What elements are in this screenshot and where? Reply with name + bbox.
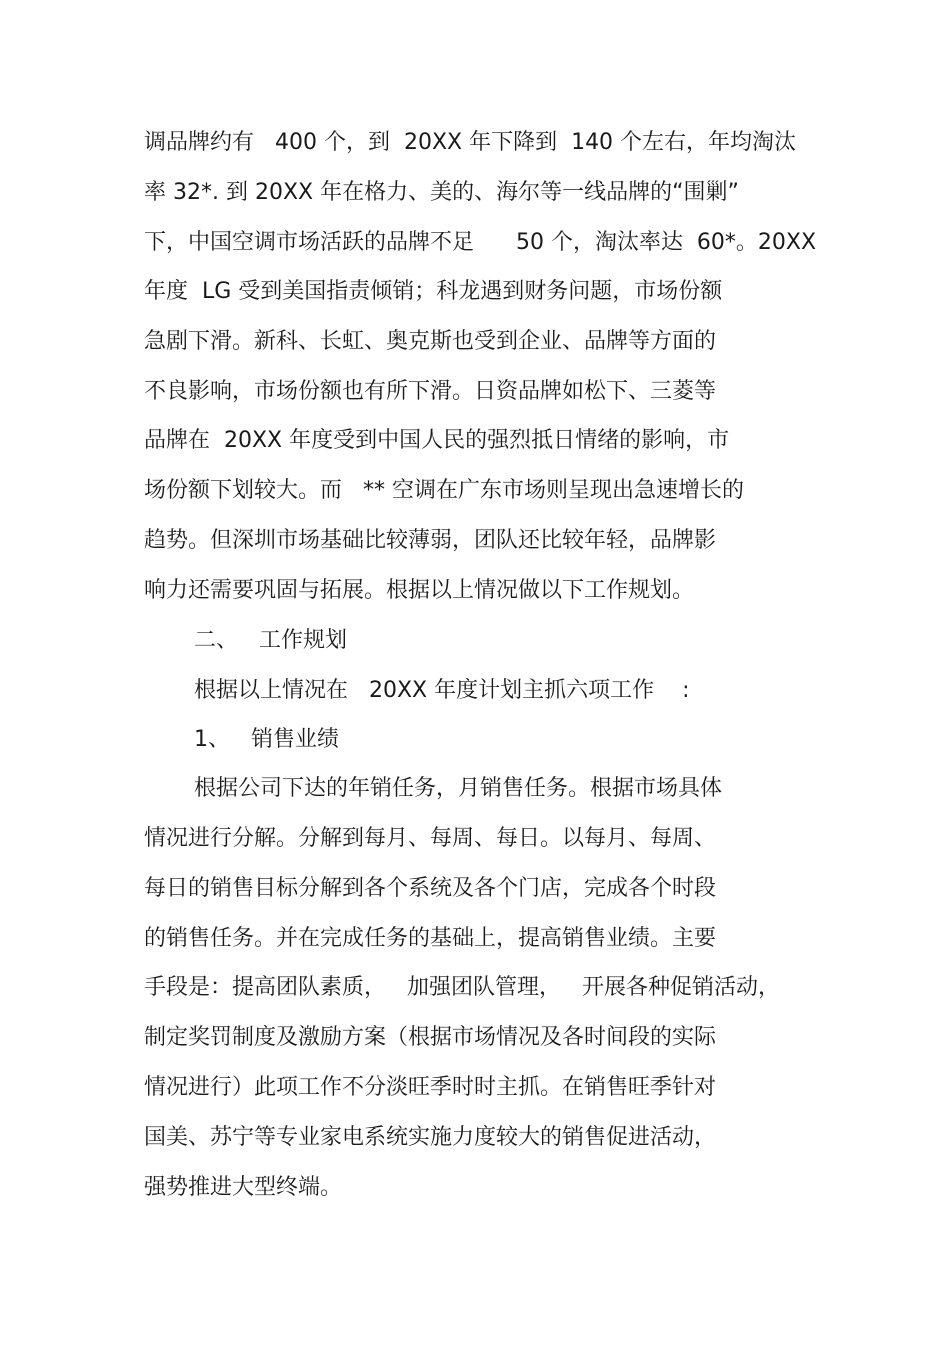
text-line: 不良影响，市场份额也有所下滑。日资品牌如松下、三菱等 (144, 379, 717, 404)
paragraph-start: 根据公司下达的年销任务，月销售任务。根据市场具体 (194, 776, 723, 801)
text-line: 制定奖罚制度及激励方案（根据市场情况及各时间段的实际 (144, 1025, 717, 1050)
text-line: 的销售任务。并在完成任务的基础上，提高销售业绩。主要 (144, 926, 717, 951)
text-line: 手段是：提高团队素质， 加强团队管理， 开展各种促销活动， (144, 975, 780, 1000)
text-line: 率 32*. 到 20XX 年在格力、美的、海尔等一线品牌的“围剿” (144, 180, 739, 205)
text-line: 强势推进大型终端。 (144, 1175, 343, 1200)
text-line: 情况进行）此项工作不分淡旺季时时主抓。在销售旺季针对 (144, 1075, 717, 1100)
text-line: 调品牌约有 400 个，到 20XX 年下降到 140 个左右，年均淘汰 (144, 130, 797, 155)
text-line: 年度 LG 受到美国指责倾销；科龙遇到财务问题，市场份额 (144, 279, 723, 304)
section-heading: 二、 工作规划 (194, 628, 347, 653)
text-line: 响力还需要巩固与拓展。根据以上情况做以下工作规划。 (144, 578, 695, 603)
paragraph-start: 根据以上情况在 20XX 年度计划主抓六项工作 : (194, 678, 690, 703)
subsection-heading: 1、 销售业绩 (194, 727, 339, 752)
text-line: 急剧下滑。新科、长虹、奥克斯也受到企业、品牌等方面的 (144, 329, 717, 354)
text-line: 国美、苏宁等专业家电系统实施力度较大的销售促进活动， (144, 1125, 717, 1150)
text-line: 场份额下划较大。而 ** 空调在广东市场则呈现出急速增长的 (144, 478, 744, 503)
text-line: 下，中国空调市场活跃的品牌不足 50 个，淘汰率达 60*。20XX (144, 230, 817, 255)
text-line: 品牌在 20XX 年度受到中国人民的强烈抵日情绪的影响，市 (144, 428, 730, 453)
text-line: 情况进行分解。分解到每月、每周、每日。以每月、每周、 (144, 826, 717, 851)
text-line: 每日的销售目标分解到各个系统及各个门店，完成各个时段 (144, 876, 717, 901)
text-line: 趋势。但深圳市场基础比较薄弱，团队还比较年轻，品牌影 (144, 528, 717, 553)
